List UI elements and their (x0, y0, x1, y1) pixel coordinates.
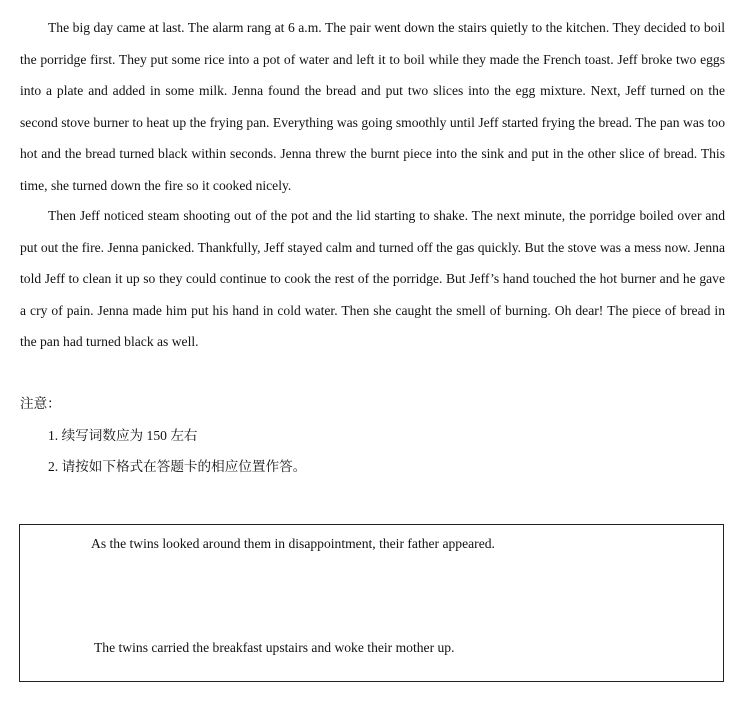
answer-box (19, 524, 724, 682)
note-item-2: 2. 请按如下格式在答题卡的相应位置作答。 (48, 459, 307, 474)
answer-box-opening-line: As the twins looked around them in disappointment, their father appeared. (91, 536, 495, 551)
answer-box-second-paragraph-line: The twins carried the breakfast upstairs and woke their mother up. (94, 640, 455, 655)
story-paragraph-2: Then Jeff noticed steam shooting out of the pot and the lid starting to shake. The next minute, the porridge boiled over and put out the fire. Jenna panicked. Thankfully, Jeff stayed calm and turned off the gas quickly. But the stove was a mess now. Jenna told Jeff to clean it up so they could continue to cook the rest of the porridge. But Jeff’s hand touched the hot burner and he gave a cry of pain. Jenna made him put his hand in cold water. Then she caught the smell of burning. Oh dear! The piece of bread in the pan had turned black as well. (20, 208, 725, 350)
notes-title: 注意： (20, 396, 61, 411)
story-paragraph-1: The big day came at last. The alarm rang at 6 a.m. The pair went down the stairs quietly to the kitchen. They decided to boil the porridge first. They put some rice into a pot of water and left it to boil while they made the French toast. Jeff broke two eggs into a plate and added in some milk. Jenna found the bread and put two slices into the egg mixture. Next, Jeff turned on the second stove burner to heat up the frying pan. Everything was going smoothly until Jeff started frying the bread. The pan was too hot and the bread turned black within seconds. Jenna threw the burnt piece into the sink and put in the other slice of bread. This time, she turned down the fire so it cooked nicely. (20, 20, 725, 193)
note-item-1: 1. 续写词数应为 150 左右 (48, 428, 198, 443)
